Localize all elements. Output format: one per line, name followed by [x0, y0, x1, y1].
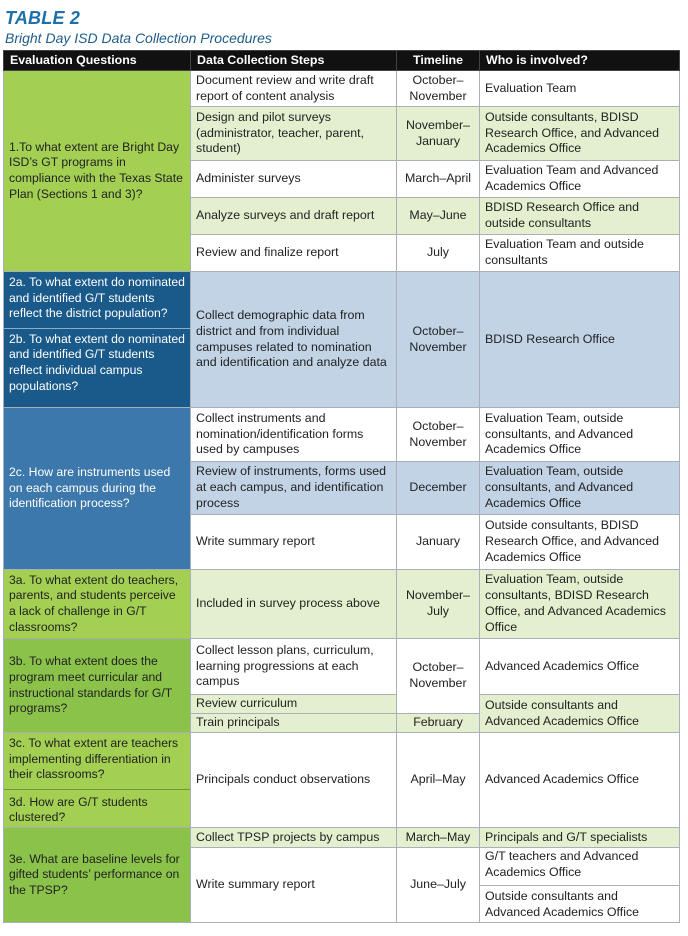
who-cell: Evaluation Team, outside consultants, and Advanced Academics Office: [480, 462, 680, 515]
step-cell: Review curriculum: [191, 695, 397, 714]
step-cell: Collect TPSP projects by campus: [191, 828, 397, 848]
table-row: [4, 570, 680, 639]
timeline-cell: October–November: [397, 408, 480, 462]
step-cell: Review and finalize report: [191, 235, 397, 272]
question-2ab: [4, 272, 191, 408]
who-cell: Advanced Academics Office: [480, 733, 680, 828]
timeline-cell: December: [397, 462, 480, 515]
who-line: G/T teachers and Advanced Academics Office: [485, 849, 639, 880]
step-cell: Write summary report: [191, 848, 397, 923]
table-row: [4, 408, 680, 462]
step-cell: Analyze surveys and draft report: [191, 198, 397, 235]
who-cell: BDISD Research Office: [480, 272, 680, 408]
timeline-cell: May–June: [397, 198, 480, 235]
question-3d: 3d. How are G/T students clustered?: [4, 789, 190, 826]
step-cell: Document review and write draft report of content analysis: [191, 71, 397, 107]
step-cell: Principals conduct observations: [191, 733, 397, 828]
table-row: [4, 639, 680, 695]
timeline-cell: March–April: [397, 161, 480, 198]
question-2c: 2c. How are instruments used on each campus during the identification process?: [4, 408, 191, 570]
who-cell: Evaluation Team and Advanced Academics Office: [480, 161, 680, 198]
table-row: [4, 828, 680, 848]
question-2a: 2a. To what extent do nominated and identified G/T students reflect the district population?: [9, 275, 185, 321]
table-subtitle: Bright Day ISD Data Collection Procedures: [5, 30, 272, 46]
question-3a: 3a. To what extent do teachers, parents, and students perceive a lack of challenge in G/T classrooms?: [4, 570, 191, 639]
who-cell: Evaluation Team, outside consultants, BDISD Research Office, and Advanced Academics Office: [480, 570, 680, 639]
question-3c: 3c. To what extent are teachers implementing differentiation in their classrooms?: [9, 736, 179, 782]
step-cell: Included in survey process above: [191, 570, 397, 639]
timeline-cell: October–November: [397, 272, 480, 408]
table-row: [4, 733, 680, 828]
procedures-table: [3, 50, 680, 923]
who-cell: Principals and G/T specialists: [480, 828, 680, 848]
step-cell: Collect instruments and nomination/identification forms used by campuses: [191, 408, 397, 462]
header-questions: Evaluation Questions: [4, 51, 191, 71]
question-3cd: [4, 733, 191, 828]
question-3b: 3b. To what extent does the program meet curricular and instructional standards for G/T programs?: [4, 639, 191, 733]
step-cell: Write summary report: [191, 515, 397, 570]
step-cell: Design and pilot surveys (administrator, teacher, parent, student): [191, 107, 397, 161]
timeline-cell: January: [397, 515, 480, 570]
who-cell: Outside consultants and Advanced Academics Office: [480, 695, 680, 733]
question-2b: 2b. To what extent do nominated and identified G/T students reflect individual campus populations?: [4, 328, 190, 394]
header-steps: Data Collection Steps: [191, 51, 397, 71]
timeline-cell: March–May: [397, 828, 480, 848]
timeline-cell: April–May: [397, 733, 480, 828]
header-who: Who is involved?: [480, 51, 680, 71]
who-cell: BDISD Research Office and outside consultants: [480, 198, 680, 235]
timeline-cell: November–January: [397, 107, 480, 161]
table-row: [4, 272, 680, 408]
header-row: [4, 51, 680, 71]
timeline-cell: June–July: [397, 848, 480, 923]
who-cell: Evaluation Team, outside consultants, and Advanced Academics Office: [480, 408, 680, 462]
who-line: Outside consultants and Advanced Academics Office: [480, 885, 679, 921]
timeline-cell: November–July: [397, 570, 480, 639]
who-cell: Outside consultants, BDISD Research Office, and Advanced Academics Office: [480, 107, 680, 161]
question-1: 1.To what extent are Bright Day ISD’s GT programs in compliance with the Texas State Plan (Sections 1 and 3)?: [4, 71, 191, 272]
who-cell: [480, 848, 680, 923]
step-cell: Administer surveys: [191, 161, 397, 198]
step-cell: Review of instruments, forms used at each campus, and identification process: [191, 462, 397, 515]
step-cell: Collect lesson plans, curriculum, learning progressions at each campus: [191, 639, 397, 695]
table-title: TABLE 2: [5, 8, 81, 28]
who-cell: Evaluation Team: [480, 71, 680, 107]
timeline-cell: July: [397, 235, 480, 272]
step-cell: Collect demographic data from district and from individual campuses related to nomination and identification and analyze data: [191, 272, 397, 408]
who-cell: Advanced Academics Office: [480, 639, 680, 695]
who-cell: Evaluation Team and outside consultants: [480, 235, 680, 272]
table-row: [4, 71, 680, 107]
timeline-cell: October–November: [397, 639, 480, 714]
step-cell: Train principals: [191, 714, 397, 733]
timeline-cell: October–November: [397, 71, 480, 107]
question-3e: 3e. What are baseline levels for gifted students’ performance on the TPSP?: [4, 828, 191, 923]
header-timeline: Timeline: [397, 51, 480, 71]
who-cell: Outside consultants, BDISD Research Office, and Advanced Academics Office: [480, 515, 680, 570]
timeline-cell: February: [397, 714, 480, 733]
